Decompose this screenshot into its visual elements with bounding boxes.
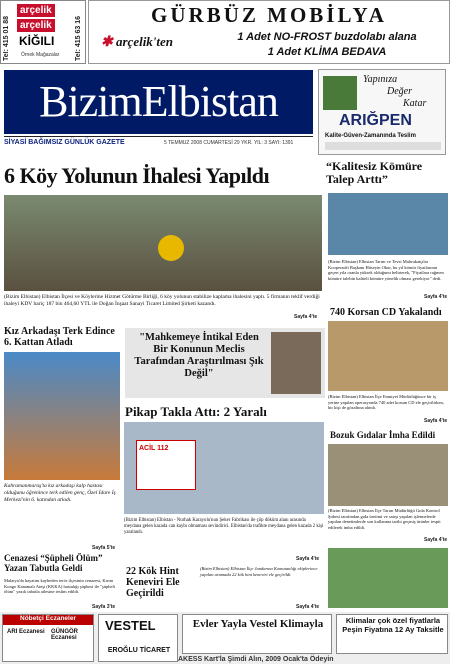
main-headline: 6 Köy Yolunun İhalesi Yapıldı <box>4 163 270 188</box>
ad-line2: Değer <box>387 86 412 97</box>
fall-more: Sayfa 5'te <box>92 545 116 551</box>
house-image <box>323 76 357 110</box>
cenaze-caption: Malatya'da hayatını kaybeden terör ilçesinin cenazesi, Kırım Kongo Kanamalı Ateşi (KKKA) hastalığı şüphesi ile "şüpheli ölüm" yazılı tabutla ailesine teslim edildi. <box>4 578 115 595</box>
fall-headline: Kız Arkadaşı Terk Edince 6. Kattan Atladı <box>4 326 115 348</box>
coal-headline: “Kalitesiz Kömüre Talep Arttı” <box>326 159 423 187</box>
coal-more: Sayfa 4'te <box>424 294 448 300</box>
ad-phone-left: Tel: 415 01 88 <box>3 15 10 61</box>
ad-line3: Katar <box>403 98 427 109</box>
cd-caption: (Bizim Elbistan) Elbistan İlçe Emniyet Müdürlüğünce bir iş yerine yapılan operasyonda 740 adet korsan CD ele geçirilirken, bir kişi de gözaltına alındı. <box>328 394 444 411</box>
divider <box>4 136 313 137</box>
arigpen-brand: ARIĞPEN <box>339 112 412 129</box>
food-caption: (Bizim Elbistan) Elbistan İlçe Tarım Müdürlüğü Gıda Kontrol Şubesi tarafından gıda üretimi ve satışı yapılan işletmelerde yapılan denetimlerde son kullanma tarihi geçmiş ürünler tespit edilerek imha edildi. <box>328 508 441 530</box>
kenevir-caption: (Bizim Elbistan) Elbistan İlçe Jandarma Komutanlığı ekiplerince yapılan aramada 22 kök hint keneviri ele geçirildi. <box>200 566 318 577</box>
gurbuz-mobilya-ad <box>88 0 450 64</box>
klima-box <box>336 614 448 654</box>
store-name: EROĞLU TİCARET <box>107 647 171 654</box>
ad-tag: Örnek Mağazalar <box>21 52 60 58</box>
pharmacy-box <box>2 614 94 662</box>
ad-line2: 1 Adet KLİMA BEDAVA <box>267 46 387 58</box>
arcelik-logo: arçelik <box>17 4 55 17</box>
kenevir-more: Sayfa 4'te <box>296 604 320 610</box>
vestel-box <box>98 614 178 662</box>
kigili-logo: KİĞILI <box>19 34 55 48</box>
klima-text: Klimalar çok özel fiyatlarla Peşin Fiyatına 12 Ay Taksitle <box>342 616 444 634</box>
arcelik-logo-2: arçelik <box>17 19 55 32</box>
arigpen-tagline: Kalite-Güven-Zamanında Teslim <box>325 133 416 139</box>
food-photo <box>328 444 448 506</box>
ambulance-photo <box>124 422 324 514</box>
pickup-headline: Pikap Takla Attı: 2 Yaralı <box>125 404 267 419</box>
ad-brand: ✱ arçelik'ten <box>101 34 174 50</box>
flower-vase-image <box>158 235 184 261</box>
akess-ticker: AKESS Kart'la Şimdi Alın, 2009 Ocak'ta Ödeyin <box>178 656 334 663</box>
slogan: SİYASİ BAĞIMSIZ GÜNLÜK GAZETE <box>4 139 125 146</box>
vestel-logo: VESTEL <box>105 618 156 633</box>
newspaper-title: BizimElbistan <box>39 77 278 126</box>
ad-line1: 1 Adet NO-FROST buzdolabı alana <box>237 31 417 43</box>
ambulance-label: ACİL 112 <box>139 445 169 452</box>
masthead <box>4 70 313 134</box>
cd-photo <box>328 321 448 391</box>
cenaze-headline: Cenazesi “Şüpheli Ölüm” Yazan Tabutla Geldi <box>4 553 103 573</box>
ad-line1: Yapınıza <box>363 74 398 85</box>
food-headline: Bozuk Gıdalar İmha Edildi <box>330 430 436 440</box>
cenaze-more: Sayfa 3'te <box>92 604 116 610</box>
arcelik-swirl-icon: ✱ <box>101 35 113 50</box>
building-photo <box>4 352 120 480</box>
politician-photo <box>271 332 321 394</box>
contact-strip <box>325 142 441 150</box>
pharmacy-1: ARI Eczanesi <box>7 629 45 635</box>
quote-text: "Mahkemeye İntikal Eden Bir Konunun Meclis Tarafından Araştırılması Şık Değil" <box>134 332 264 380</box>
top-left-ad <box>0 0 86 64</box>
vestel-slogan: Evler Yayla Vestel Klimayla <box>192 618 324 630</box>
cd-headline: 740 Korsan CD Yakalandı <box>330 307 442 318</box>
pharmacy-title: Nöbetçi Eczaneler <box>3 615 93 625</box>
ad-title: GÜRBÜZ MOBİLYA <box>151 3 387 27</box>
ambulance-image <box>136 440 196 490</box>
pharmacy-2: GÜNGÖR Eczanesi <box>51 629 78 641</box>
kenevir-photo <box>328 548 448 608</box>
main-caption: (Bizim Elbistan) Elbistan İlçesi ve Köylerine Hizmet Götürme Birliği, 6 köy yolunun stabilize kaplama ihalesini yaptı. 5 firmanın teklif verdiği ihaleyi KDV hariç 187 bin 464,60 YTL ile Doğan İnşaat Sanayi Ticaret Limited Şirketi kazandı. <box>4 294 320 307</box>
ad-phone-right: Tel: 415 63 16 <box>75 15 82 61</box>
vestel-klima-box <box>182 614 332 654</box>
coal-photo <box>328 193 448 255</box>
dateline: 5 TEMMUZ 2008 CUMARTESİ 29 YKR. YIL: 3 SAYI: 1391 <box>164 140 294 146</box>
fall-caption: Kahramanmaraş'ta kız arkadaşı kalp hastası olduğunu öğrenince terk edilen genç, Özel İdare İş Merkezi'nin 6. katından atladı. <box>4 483 116 503</box>
cd-more: Sayfa 4'te <box>424 418 448 424</box>
quote-box <box>125 328 325 398</box>
coal-caption: (Bizim Elbistan) Elbistan Tarım ve Tevsi Mahrukatçılar Kooperatifi Başkanı Hüseyin Okur, bu yıl kömür fiyatlarının geçen yıla oranla yüksek olduğunu belirterek, "Fiyatlara rağmen kömüre talebin kaliteli kömüre yönelik olması gerekiyor" dedi. <box>328 259 444 281</box>
arigpen-ad <box>318 69 446 155</box>
pickup-more: Sayfa 4'te <box>296 556 320 562</box>
kenevir-headline: 22 Kök Hint Keneviri Ele Geçirildi <box>126 566 180 599</box>
main-more: Sayfa 4'te <box>294 314 318 320</box>
pickup-caption: (Bizim Elbistan) Elbistan - Nurhak Karayolu'nun Şeker Fabrikası ile çöp döküm alanı arasında meydana gelen kazada can kaybı olmaması sevindirici. Elbistan'da trafikte meydana gelen kazada 2 kişi yaralandı. <box>124 518 324 535</box>
food-more: Sayfa 4'te <box>424 537 448 543</box>
